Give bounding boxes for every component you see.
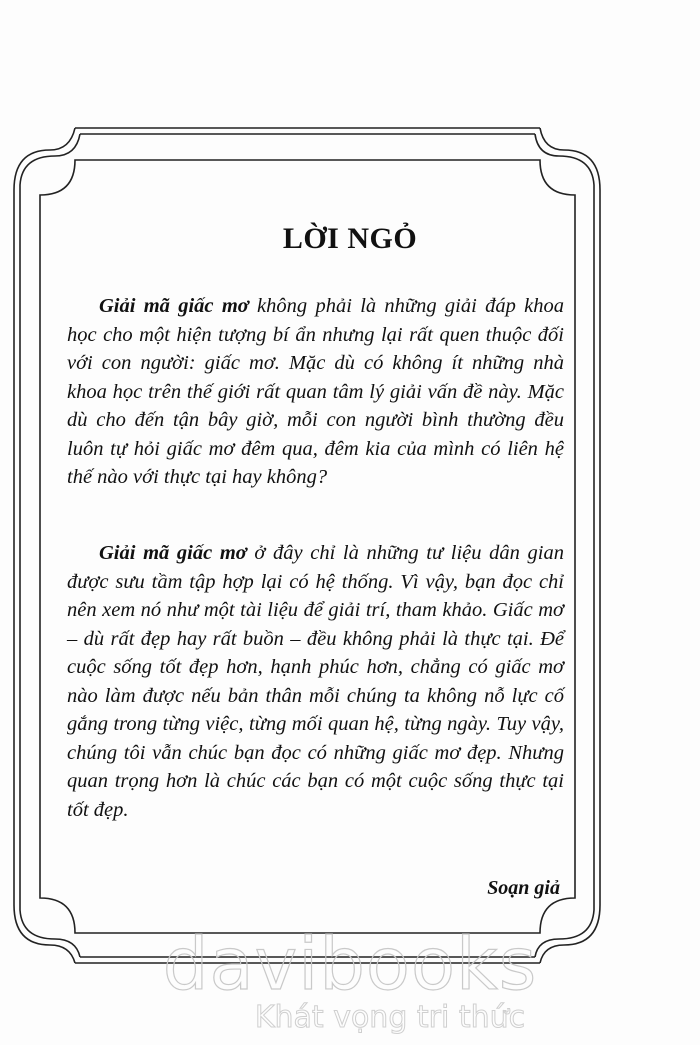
- page-title: LỜI NGỎ: [282, 222, 418, 255]
- watermark-brand: davibooks: [162, 922, 538, 1006]
- corner-top-right-inner: [535, 134, 594, 185]
- body-paragraph: [67, 539, 564, 824]
- paragraph-text: ở đây chỉ là những tư liệu dân gian được sưu tầm tập hợp lại có hệ thống. Vì vậy, bạn đọc chỉ nên xem nó như một tài liệu để giải trí, tham khảo. Giấc mơ – dù rất đẹp hay rất buồn – đều không phải là thực tại. Để cuộc sống tốt đẹp hơn, hạnh phúc hơn, chẳng có giấc mơ nào làm được nếu bản thân mỗi chúng ta không nỗ lực cố gắng trong từng việc, từng mối quan hệ, từng ngày. Tuy vậy, chúng tôi vẫn chúc bạn đọc có những giấc mơ đẹp. Nhưng quan trọng hơn là chúc các bạn có một cuộc sống thực tại tốt đẹp.: [67, 542, 564, 821]
- paragraph-text: không phải là những giải đáp khoa học cho một hiện tượng bí ẩn nhưng lại rất quen thuộc đối với con người: giấc mơ. Mặc dù có không ít những nhà khoa học trên thế giới rất quan tâm lý giải vấn đề này. Mặc dù cho đến tận bây giờ, mỗi con người bình thường đều luôn tự hỏi giấc mơ đêm qua, đêm kia của mình có liên hệ thế nào với thực tại hay không?: [67, 295, 564, 488]
- watermark-slogan: Khát vọng tri thức: [254, 1000, 526, 1035]
- author-signature: Soạn giả: [487, 877, 560, 899]
- corner-top-right-outer: [540, 128, 600, 190]
- body-paragraph: [67, 292, 564, 492]
- book-title-emphasis: Giải mã giấc mơ: [99, 295, 249, 317]
- book-title-emphasis: Giải mã giấc mơ: [99, 542, 247, 564]
- corner-top-left-outer: [14, 128, 75, 190]
- corner-top-left-inner: [20, 134, 80, 185]
